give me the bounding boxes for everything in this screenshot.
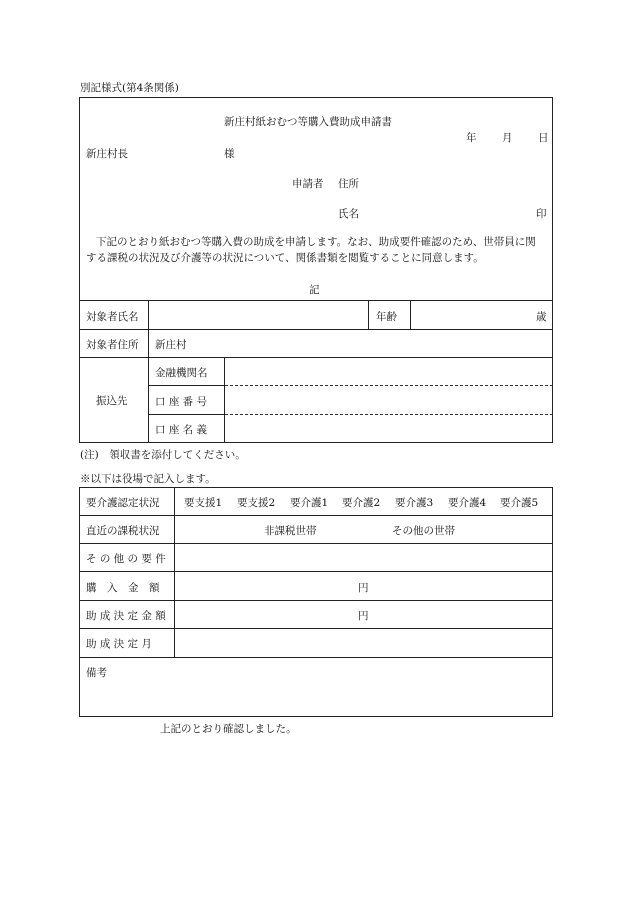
column-divider xyxy=(224,357,225,443)
column-divider xyxy=(148,300,149,443)
row-divider xyxy=(79,515,553,516)
grant-amount-label: 助 成 決 定 金 額 xyxy=(86,610,166,622)
care-level-3: 要介護1 xyxy=(290,497,329,509)
applicant-label: 申請者 xyxy=(292,178,324,190)
row-divider xyxy=(79,628,553,629)
care-level-6: 要介護4 xyxy=(448,497,487,509)
row-divider xyxy=(79,600,553,601)
care-level-1: 要支援1 xyxy=(184,497,223,509)
grant-yen-unit: 円 xyxy=(358,610,369,622)
care-level-7: 要介護5 xyxy=(500,497,539,509)
remarks-label: 備考 xyxy=(86,667,107,679)
row-divider xyxy=(79,571,553,572)
row-divider xyxy=(79,543,553,544)
care-level-5: 要介護3 xyxy=(395,497,434,509)
tax-option-exempt: 非課税世帯 xyxy=(264,525,317,537)
addressee-honorific: 様 xyxy=(224,148,235,160)
transfer-label: 振込先 xyxy=(96,395,128,407)
row-divider xyxy=(148,385,225,386)
bank-name-label: 金融機関名 xyxy=(155,367,208,379)
purchase-yen-unit: 円 xyxy=(358,582,369,594)
office-box xyxy=(79,487,553,717)
applicant-name-label: 氏名 xyxy=(338,208,359,220)
row-divider xyxy=(79,300,553,301)
date-year: 年 xyxy=(466,132,477,144)
column-divider xyxy=(174,487,175,657)
attachment-note: (注) 領収書を添付してください。 xyxy=(80,449,246,461)
grant-month-label: 助 成 決 定 月 xyxy=(86,638,152,650)
row-divider xyxy=(79,657,553,658)
other-requirements-label: そ の 他 の 要 件 xyxy=(86,553,166,565)
tax-option-other: その他の世帯 xyxy=(392,525,455,537)
care-level-4: 要介護2 xyxy=(342,497,381,509)
account-number-label: 口 座 番 号 xyxy=(155,396,208,408)
date-day: 日 xyxy=(538,132,549,144)
subject-name-label: 対象者氏名 xyxy=(86,311,139,323)
confirmation-text: 上記のとおり確認しました。 xyxy=(160,723,297,735)
tax-status-label: 直近の課税状況 xyxy=(86,525,160,537)
consent-statement: 下記のとおり紙おむつ等購入費の助成を申請します。なお、助成要件確認のため、世帯員に関する課税の状況及び介護等の状況について、関係書類を閲覧することに同意します。 xyxy=(86,236,536,264)
row-divider xyxy=(79,357,553,358)
date-month: 月 xyxy=(502,132,513,144)
column-divider xyxy=(410,300,411,329)
dashed-divider xyxy=(225,385,553,386)
subject-address-value: 新庄村 xyxy=(155,339,187,351)
dashed-divider xyxy=(225,414,553,415)
ki-mark: 記 xyxy=(309,284,320,296)
subject-address-label: 対象者住所 xyxy=(86,339,139,351)
care-level-2: 要支援2 xyxy=(237,497,276,509)
form-title: 新庄村紙おむつ等購入費助成申請書 xyxy=(224,116,392,128)
row-divider xyxy=(79,329,553,330)
application-box xyxy=(79,97,553,443)
applicant-address-label: 住所 xyxy=(338,178,359,190)
age-unit: 歳 xyxy=(536,311,547,323)
form-label: 別記様式(第4条関係) xyxy=(80,82,179,94)
office-use-note: ※以下は役場で記入します。 xyxy=(80,473,216,485)
column-divider xyxy=(368,300,369,329)
purchase-amount-label: 購 入 金 額 xyxy=(86,582,160,594)
addressee-name: 新庄村長 xyxy=(86,148,128,160)
age-label: 年齢 xyxy=(376,311,397,323)
seal-mark: 印 xyxy=(536,208,547,220)
account-holder-label: 口 座 名 義 xyxy=(155,424,208,436)
row-divider xyxy=(148,414,225,415)
care-status-label: 要介護認定状況 xyxy=(86,497,160,509)
